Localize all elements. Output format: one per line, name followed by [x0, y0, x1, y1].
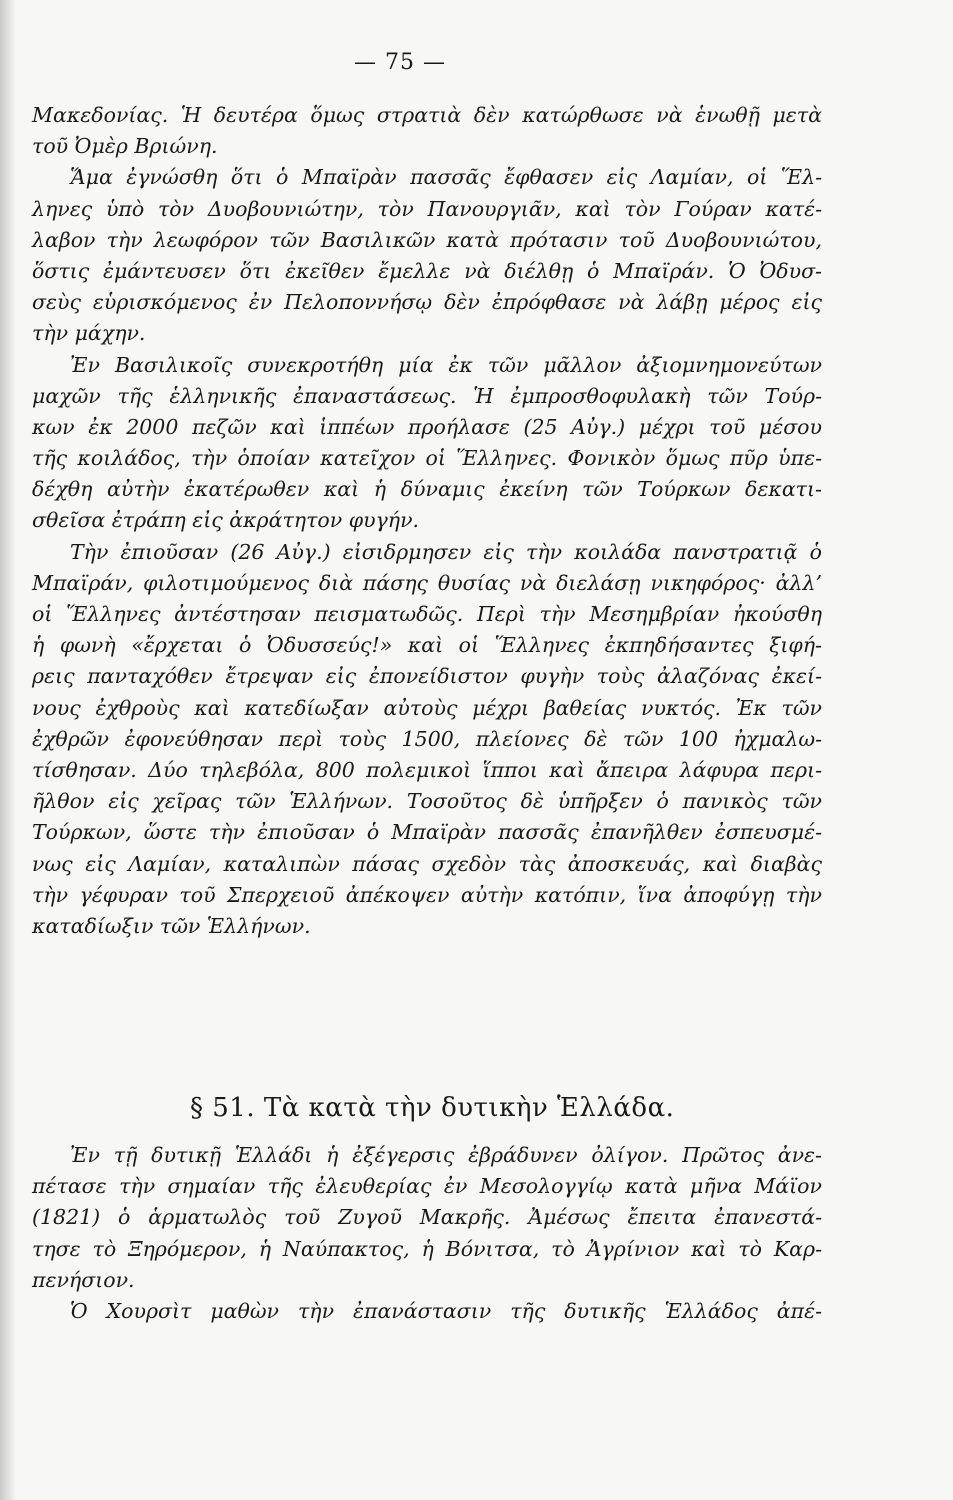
text-line: ρεις πανταχόθεν ἔτρεψαν εἰς ἐπονείδιστον φυγὴν τοὺς ἀλαζόνας ἐκεί- [32, 664, 822, 689]
text-line: λαβον τὴν λεωφόρον τῶν Βασιλικῶν κατὰ πρότασιν τοῦ Δυοβουνιώτου, [32, 227, 822, 252]
text-line: σεὺς εὑρισκόμενος ἐν Πελοποννήσῳ δὲν ἐπρόφθασε νὰ λάβῃ μέρος εἰς [32, 290, 822, 315]
text-line: Ἐν τῇ δυτικῇ Ἑλλάδι ἡ ἐξέγερσις ἐβράδυνεν ὀλίγον. Πρῶτος ἀνε- [70, 1143, 822, 1167]
text-line: μαχῶν τῆς ἑλληνικῆς ἐπαναστάσεως. Ἡ ἐμπροσθοφυλακὴ τῶν Τούρ- [32, 383, 822, 408]
text-line: Τούρκων, ὥστε τὴν ἐπιοῦσαν ὁ Μπαϊρὰν πασσᾶς ἐπανῆλθεν ἐσπευσμέ- [32, 820, 822, 845]
text-line: κων ἐκ 2000 πεζῶν καὶ ἱππέων προήλασε (25 Αὐγ.) μέχρι τοῦ μέσου [32, 414, 822, 439]
text-line: πενήσιον. [32, 1267, 135, 1292]
text-line: καταδίωξιν τῶν Ἑλλήνων. [32, 913, 311, 938]
text-line: ῆλθον εἰς χεῖρας τῶν Ἑλλήνων. Τοσοῦτος δὲ ὑπῆρξεν ὁ πανικὸς τῶν [32, 789, 822, 814]
text-line: οἱ Ἕλληνες ἀντέστησαν πεισματωδῶς. Περὶ τὴν Μεσημβρίαν ἠκούσθη [32, 602, 822, 626]
binding-gutter [0, 0, 16, 1500]
text-line: Ἐν Βασιλικοῖς συνεκροτήθη μία ἐκ τῶν μᾶλλον ἀξιομνημονεύτων [70, 352, 822, 377]
text-line: σθεῖσα ἐτράπη εἰς ἀκράτητον φυγήν. [32, 508, 420, 533]
text-line: δέχθη αὐτὴν ἑκατέρωθεν καὶ ἡ δύναμις ἐκείνη τῶν Τούρκων δεκατι- [32, 477, 822, 502]
text-line: Μακεδονίας. Ἡ δευτέρα ὅμως στρατιὰ δὲν κατώρθωσε νὰ ἑνωθῇ μετὰ [32, 103, 822, 127]
text-line: (1821) ὁ ἁρματωλὸς τοῦ Ζυγοῦ Μακρῆς. Ἀμέσως ἔπειτα ἐπανεστά- [32, 1205, 822, 1230]
text-line: τησε τὸ Ξηρόμερον, ἡ Ναύπακτος, ἡ Βόνιτσα, τὸ Ἀγρίνιον καὶ τὸ Καρ- [32, 1236, 822, 1261]
text-line: τοῦ Ὀμὲρ Βριώνη. [32, 134, 218, 159]
text-line: ὅστις ἐμάντευσεν ὅτι ἐκεῖθεν ἔμελλε νὰ διέλθῃ ὁ Μπαϊράν. Ὁ Ὀδυσ- [32, 258, 822, 283]
text-line: Τὴν ἐπιοῦσαν (26 Αὐγ.) εἰσιδρμησεν εἰς τὴν κοιλάδα πανστρατιᾷ ὁ [70, 539, 822, 564]
text-line: νους ἐχθροὺς καὶ κατεδίωξαν αὐτοὺς μέχρι βαθείας νυκτός. Ἐκ τῶν [32, 695, 822, 720]
text-line: νως εἰς Λαμίαν, καταλιπὼν πάσας σχεδὸν τὰς ἀποσκευάς, καὶ διαβὰς [32, 851, 822, 876]
text-line: Ὁ Χουρσὶτ μαθὼν τὴν ἐπανάστασιν τῆς δυτικῆς Ἑλλάδος ἀπέ- [70, 1298, 822, 1323]
section-text [32, 1140, 822, 1327]
text-line: ἐχθρῶν ἐφονεύθησαν περὶ τοὺς 1500, πλείονες δὲ τῶν 100 ἠχμαλω- [32, 726, 822, 751]
text-line: ληνες ὑπὸ τὸν Δυοβουνιώτην, τὸν Πανουργιᾶν, καὶ τὸν Γούραν κατέ- [32, 196, 822, 221]
page-number: — 75 — [354, 50, 446, 75]
text-line: τῆς κοιλάδος, τὴν ὁποίαν κατεῖχον οἱ Ἕλληνες. Φονικὸν ὅμως πῦρ ὑπε- [32, 446, 822, 471]
text-line: τὴν μάχην. [32, 321, 146, 346]
text-line: ἡ φωνὴ «ἔρχεται ὁ Ὀδυσσεύς!» καὶ οἱ Ἕλληνες ἐκπηδήσαντες ξιφή- [32, 633, 822, 658]
text-line: Ἅμα ἐγνώσθη ὅτι ὁ Μπαϊρὰν πασσᾶς ἔφθασεν εἰς Λαμίαν, οἱ Ἕλ- [70, 165, 822, 190]
text-line: πέτασε τὴν σημαίαν τῆς ἐλευθερίας ἐν Μεσολογγίῳ κατὰ μῆνα Μάϊον [32, 1174, 822, 1199]
text-line: τὴν γέφυραν τοῦ Σπερχειοῦ ἀπέκοψεν αὐτὴν κατόπιν, ἵνα ἀποφύγῃ τὴν [32, 882, 822, 907]
text-line: Μπαϊράν, φιλοτιμούμενος διὰ πάσης θυσίας νὰ διελάσῃ νικηφόρος· ἀλλ’ [32, 570, 822, 595]
body-text [32, 100, 822, 942]
text-line: τίσθησαν. Δύο τηλεβόλα, 800 πολεμικοὶ ἵπποι καὶ ἄπειρα λάφυρα περι- [32, 757, 822, 782]
section-heading: § 51. Τὰ κατὰ τὴν δυτικὴν Ἑλλάδα. [190, 1093, 675, 1123]
